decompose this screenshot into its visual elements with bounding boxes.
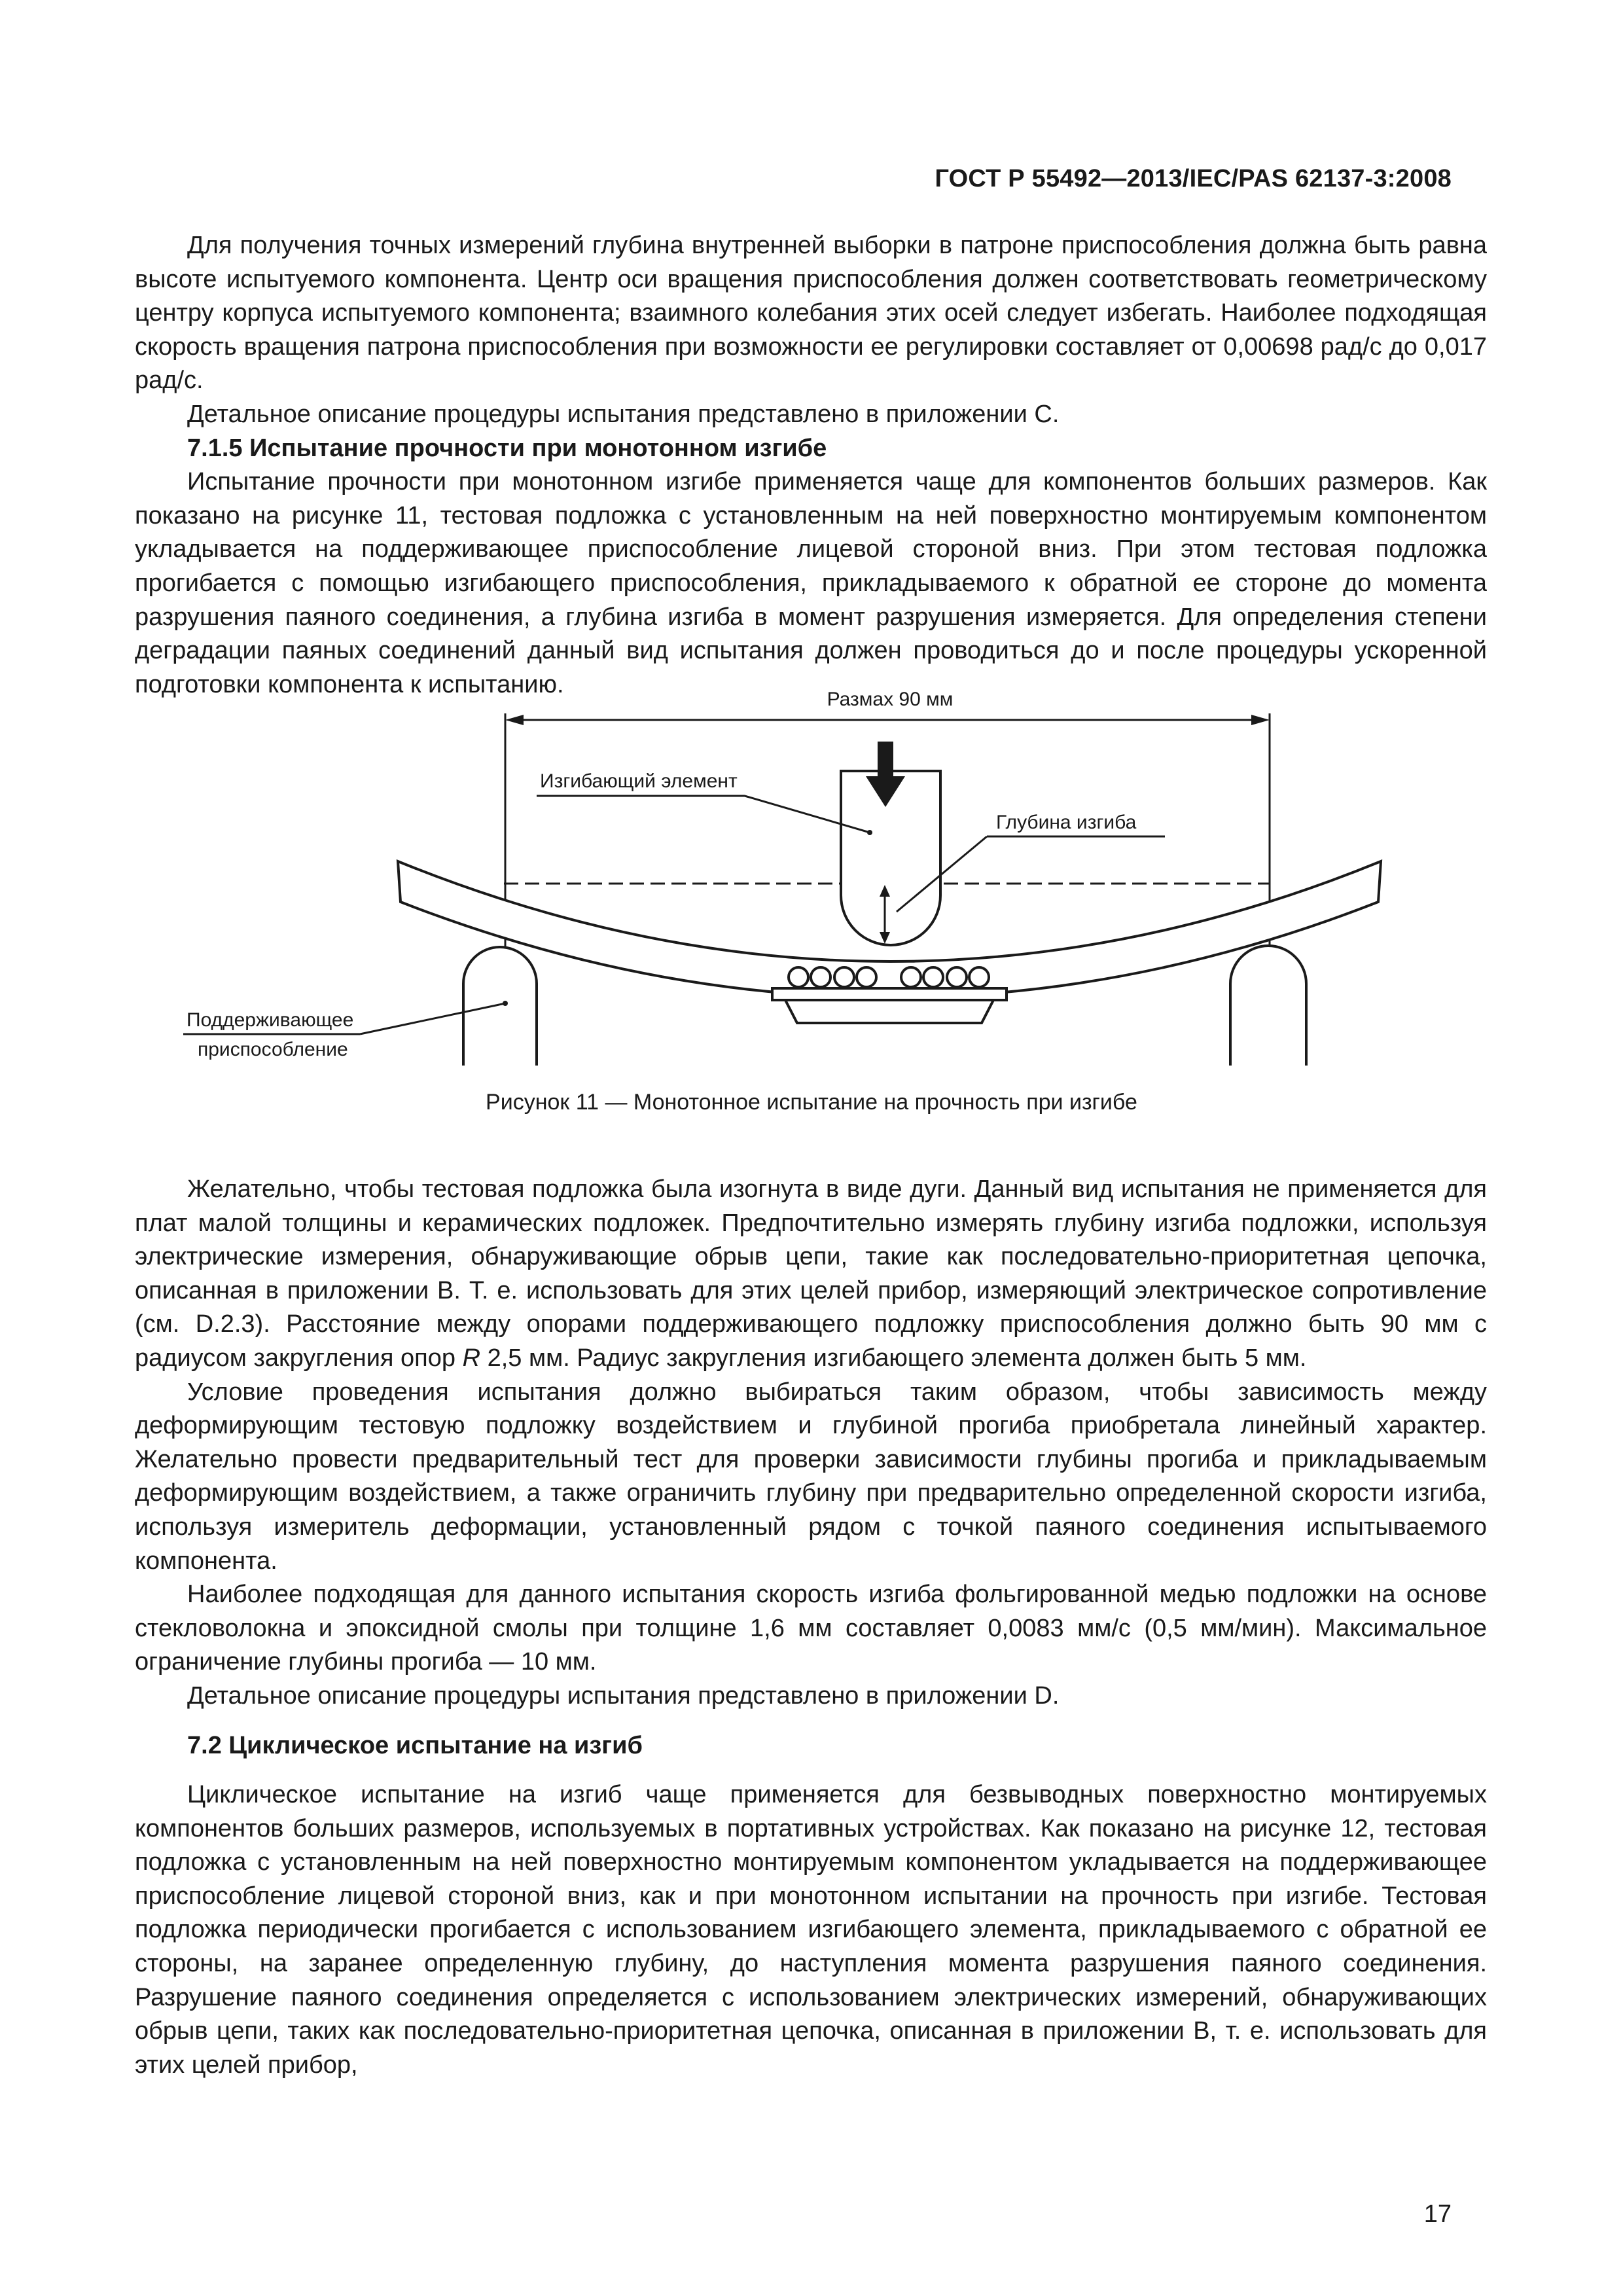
paragraph [135, 1173, 1487, 1376]
solder-ball [789, 967, 808, 987]
solder-ball [834, 967, 854, 987]
section-heading-7-2: 7.2 Циклическое испытание на изгиб [187, 1731, 643, 1759]
span-arrow-right [1251, 715, 1270, 725]
spacer [135, 1713, 1487, 1729]
text-block-top [135, 229, 1487, 702]
figure-11 [157, 686, 1400, 1079]
radius-symbol: R [462, 1344, 481, 1372]
span-label: Размах 90 мм [827, 689, 954, 710]
bending-test-diagram [157, 686, 1400, 1079]
paragraph: Для получения точных измерений глубина внутренней выборки в патроне приспособления должна быть равна высоте испытуемого компонента. Центр оси вращения приспособления должен соответствовать геометрическому центру корпуса испытуемого компонента; взаимного колебания этих осей следует избегать. Наиболее подходящая скорость вращения патрона приспособления при возможности ее регулировки составляет от 0,00698 рад/с до 0,017 рад/с. [135, 232, 1487, 395]
force-arrow-shaft [878, 742, 893, 778]
component-body [785, 1000, 993, 1023]
section-heading-7-1-5: 7.1.5 Испытание прочности при монотонном изгибе [187, 434, 827, 462]
page-number: 17 [1423, 2200, 1452, 2228]
bending-element-label: Изгибающий элемент [540, 770, 738, 792]
paragraph: Испытание прочности при монотонном изгибе применяется чаще для компонентов больших размеров. Как показано на рисунке 11, тестовая подложка с установленным на ней поверхностно монтируемым компонентом укладывается на поддерживающее приспособление лицевой стороной вниз. При этом тестовая подложка прогибается с помощью изгибающего приспособления, прикладываемого к обратной ее стороне до момента разрушения паяного соединения, а глубина изгиба в момент разрушения измеряется. Для определения степени деградации паяных соединений данный вид испытания должен проводиться до и после процедуры ускоренной подготовки компонента к испытанию. [135, 468, 1487, 698]
solder-ball [923, 967, 943, 987]
support-left [463, 947, 537, 1066]
component-substrate [772, 988, 1007, 1000]
paragraph: Детальное описание процедуры испытания представлено в приложении D. [187, 1681, 1060, 1710]
support-label-line1: Поддерживающее [187, 1009, 354, 1031]
solder-ball [901, 967, 921, 987]
solder-ball [857, 967, 876, 987]
spacer [135, 1763, 1487, 1778]
figure-caption: Рисунок 11 — Монотонное испытание на прочность при изгибе [486, 1090, 1137, 1115]
paragraph: Условие проведения испытания должно выбираться таким образом, чтобы зависимость между деформирующим тестовую подложку воздействием и глубиной прогиба приобретала линейный характер. Желательно провести предварительный тест для проверки зависимости глубины прогиба и прикладываемым деформирующим воздействием, а также ограничить глубину при предварительно определенной скорости изгиба, используя измеритель деформации, установленный рядом с точкой паяного соединения испытываемого компонента. [135, 1378, 1487, 1575]
span-arrow-left [505, 715, 524, 725]
solder-ball [969, 967, 989, 987]
text-block-bottom [135, 1173, 1487, 2082]
solder-ball [947, 967, 967, 987]
paragraph: Наиболее подходящая для данного испытания скорость изгиба фольгированной медью подложки на основе стекловолокна и эпоксидной смолы при толщине 1,6 мм составляет 0,0083 мм/с (0,5 мм/мин). Максимальное ограничение глубины прогиба — 10 мм. [135, 1581, 1487, 1676]
paragraph: Детальное описание процедуры испытания представлено в приложении С. [187, 400, 1060, 428]
paragraph-text: 2,5 мм. Радиус закругления изгибающего элемента должен быть 5 мм. [480, 1344, 1307, 1372]
support-label-line2: приспособление [198, 1039, 348, 1060]
depth-label: Глубина изгиба [996, 812, 1137, 833]
paragraph-text: Желательно, чтобы тестовая подложка была изогнута в виде дуги. Данный вид испытания не применяется для плат малой толщины и керамических подложек. Предпочтительно измерять глубину изгиба подложки, используя электрические измерения, обнаруживающие обрыв цепи, такие как последовательно-приоритетная цепочка, описанная в приложении В. Т. е. использовать для этих целей прибор, измеряющий электрическое сопротивление (см. D.2.3). Расстояние между опорами поддерживающего подложку приспособления должно быть 90 мм с радиусом закругления опор [135, 1175, 1487, 1372]
support-right [1230, 946, 1306, 1066]
solder-ball [811, 967, 830, 987]
document-id-header: ГОСТ Р 55492—2013/IEC/PAS 62137-3:2008 [935, 165, 1452, 192]
paragraph: Циклическое испытание на изгиб чаще применяется для безвыводных поверхностно монтируемых компонентов больших размеров, используемых в портативных устройствах. Как показано на рисунке 12, тестовая подложка с установленным на ней поверхностно монтируемым компонентом укладывается на поддерживающее приспособление лицевой стороной вниз, как и при монотонном испытании на прочность при изгибе. Тестовая подложка периодически прогибается с использованием изгибающего элемента, прикладываемого с обратной ее стороны, на заранее определенную глубину, до наступления момента разрушения паяного соединения. Разрушение паяного соединения определяется с использованием электрических измерений, обнаруживающих обрыв цепи, таких как последовательно-приоритетная цепочка, описанная в приложении В, т. е. использовать для этих целей прибор, [135, 1781, 1487, 2079]
